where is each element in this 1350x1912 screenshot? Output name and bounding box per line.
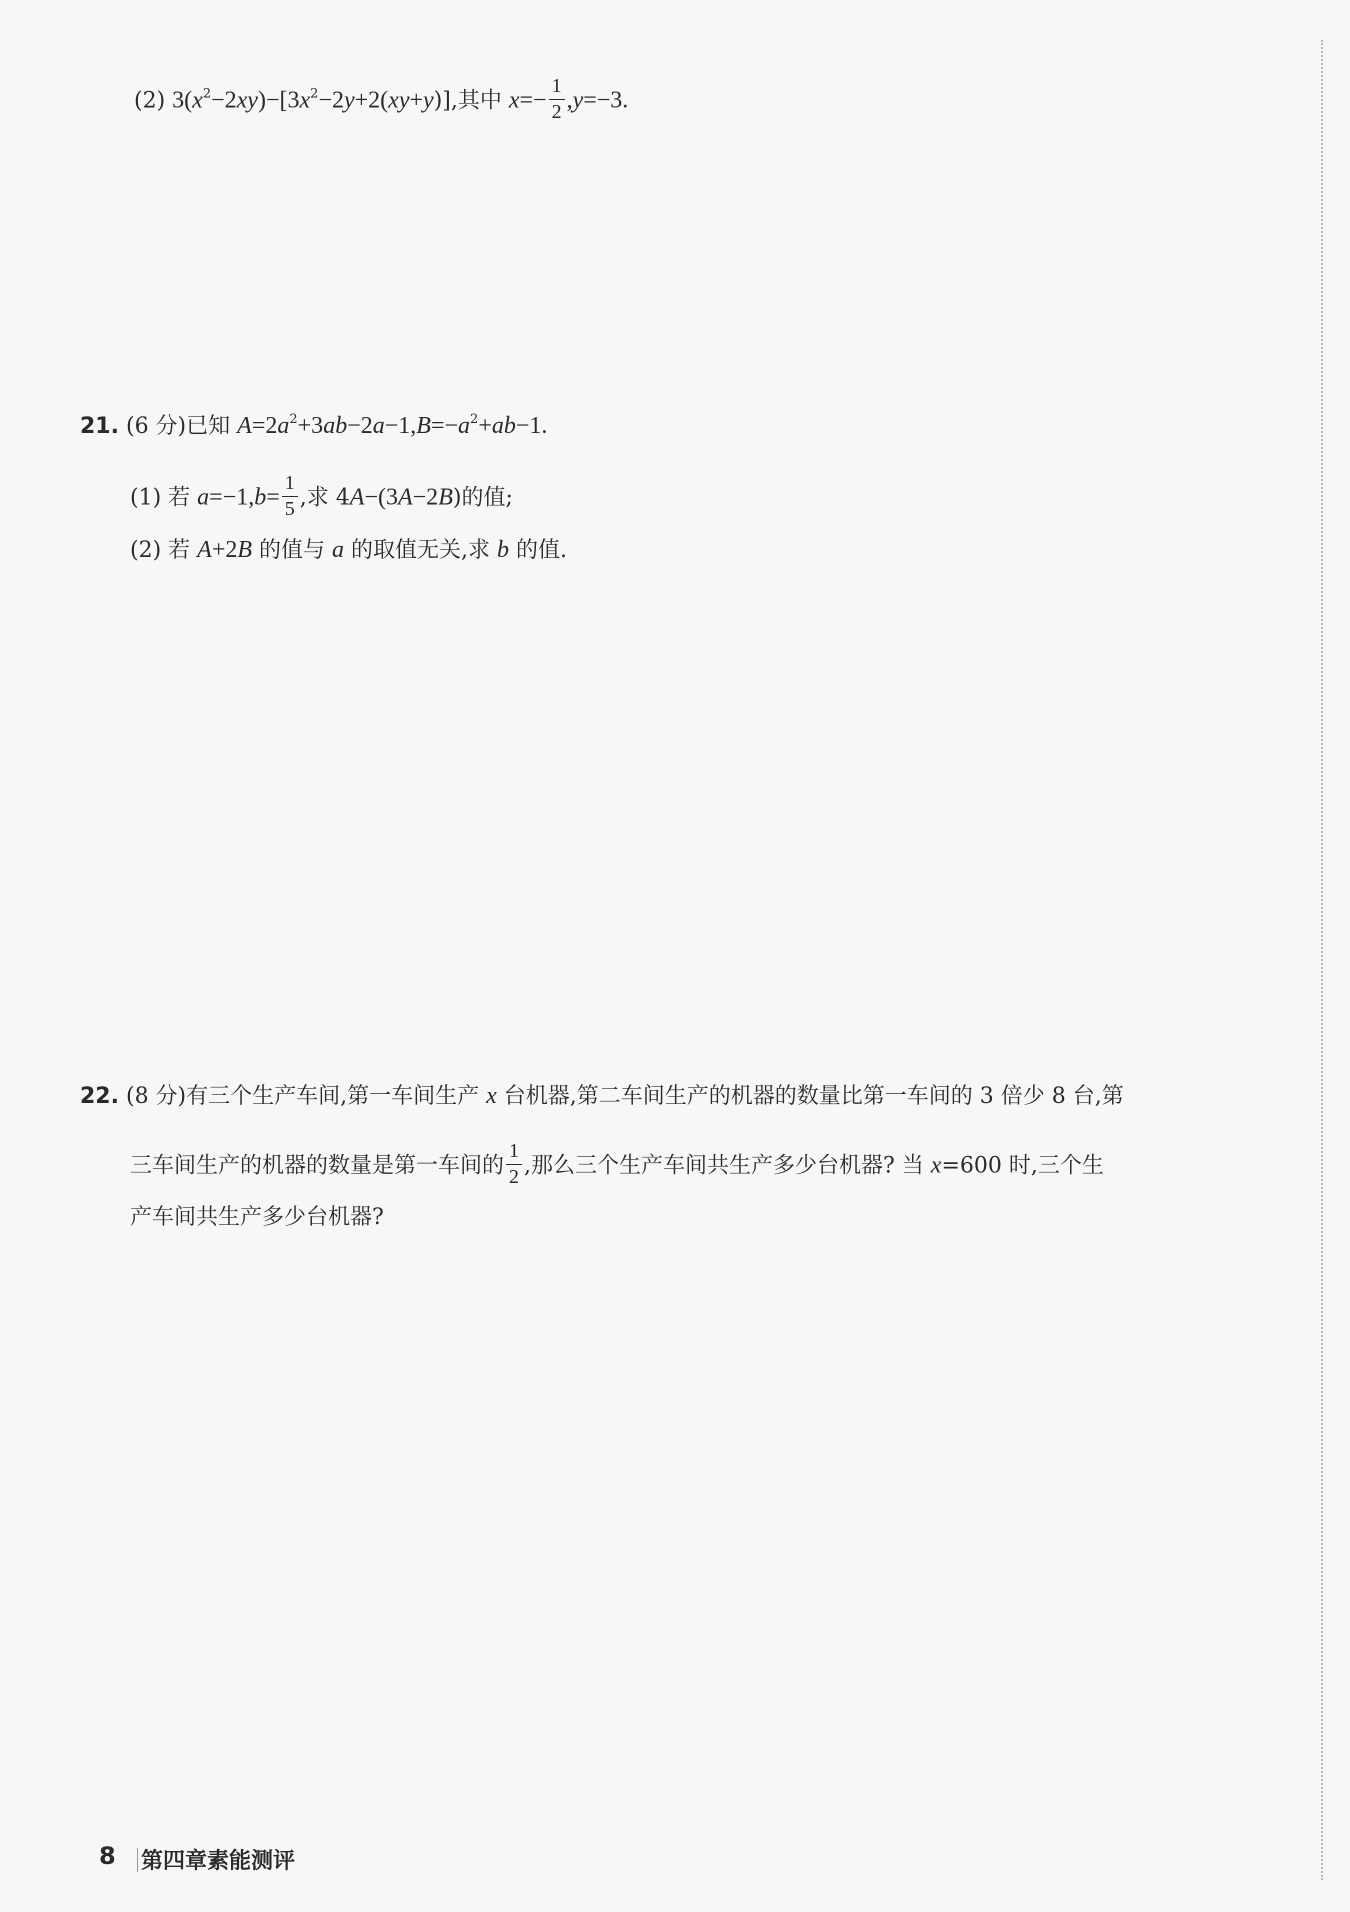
problem-21-stem: 21. (6 分)已知 $A=2a^2+3ab-2a-1,B=-a^2+ab-1$.: [80, 412, 548, 439]
footer-divider: [137, 1848, 138, 1872]
problem-22-line-2: 三车间生产的机器的数量是第一车间的 $\frac{1}{2}$ ,那么三个生产车间共生产多少台机器? 当 x=600 时,三个生: [130, 1140, 1104, 1188]
chapter-title: 第四章素能测评: [141, 1849, 296, 1874]
problem-21-part-2: (2) 若 A+2B 的值与 a 的取值无关,求 b 的值.: [130, 537, 568, 563]
problem-22-line-3: 产车间共生产多少台机器?: [130, 1205, 384, 1230]
question-number: 22.: [80, 1084, 119, 1109]
problem-21-part-1: (1) 若 a=−1,b= $\frac{1}{5}$ ,求 4A−(3A−2B)的值;: [130, 472, 513, 520]
fraction-one-half: $\frac{1}{2}$: [506, 1141, 522, 1188]
fraction-one-half: $\frac{1}{2}$: [549, 76, 565, 123]
question-number: 21.: [80, 414, 119, 439]
fraction-one-fifth: $\frac{1}{5}$: [282, 473, 298, 520]
problem-22-line-1: 22. (8 分)有三个生产车间,第一车间生产 x 台机器,第二车间生产的机器的数量比第一车间的 3 倍少 8 台,第: [80, 1083, 1124, 1109]
part-label: (2): [134, 88, 166, 114]
page-number: 8: [99, 1842, 116, 1870]
problem-20-part-2: (2) $3(x^2-2xy)-[3x^2-2y+2(xy+y)]$,其中 x=− $\frac{1}{2}$ ,y=−3.: [134, 75, 629, 123]
page-margin-rule: [1321, 40, 1323, 1880]
